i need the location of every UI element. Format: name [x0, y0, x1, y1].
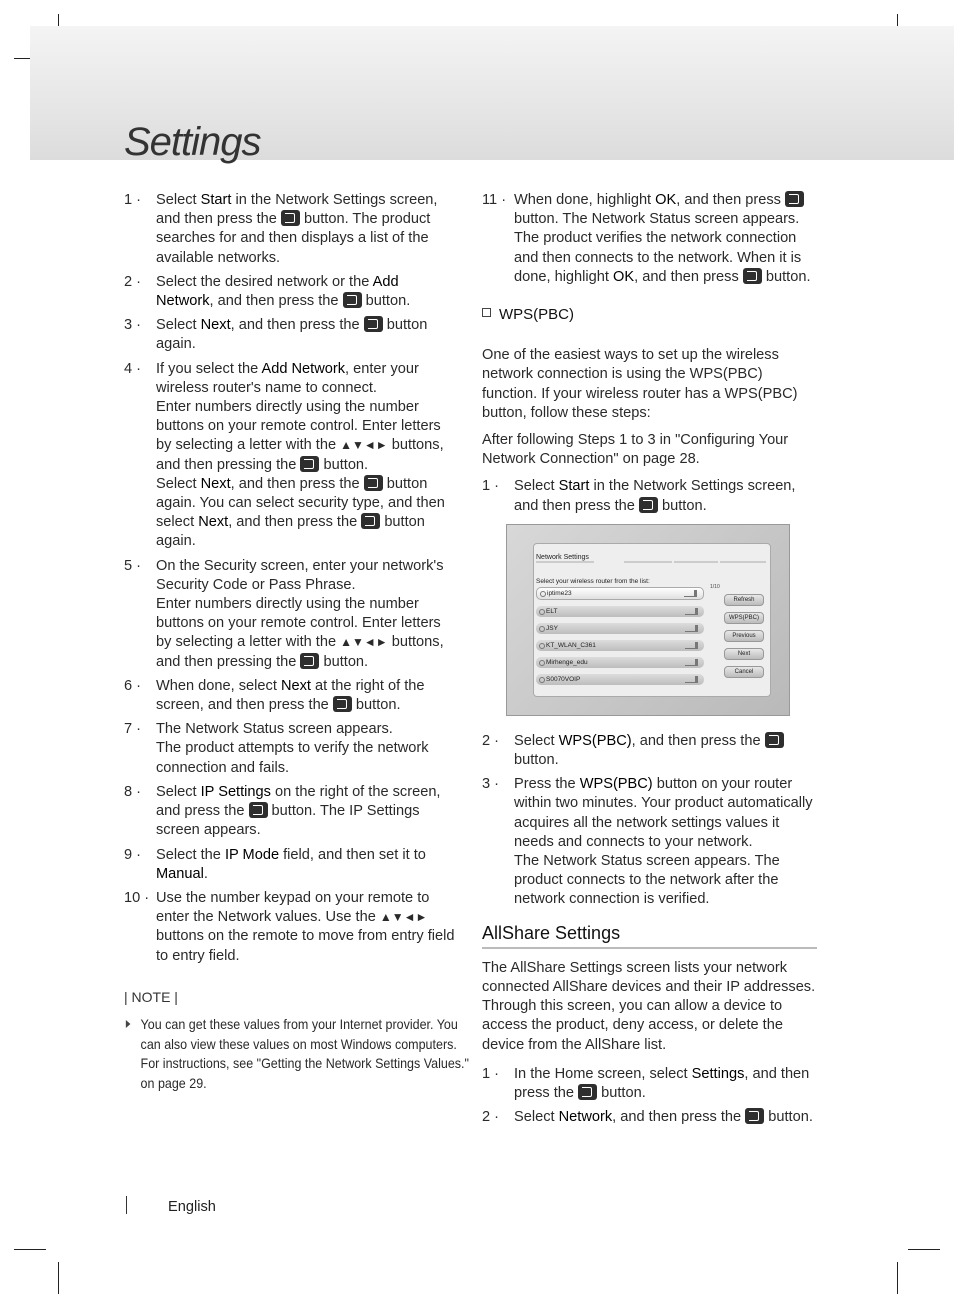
checkbox-square-icon	[482, 308, 491, 317]
step-text: , and then press	[676, 192, 785, 208]
wps-steps-continued	[482, 732, 817, 910]
step-text: The Network Status screen appears.	[156, 721, 393, 738]
arrow-keys-icon: ▲▼◄►	[340, 438, 388, 453]
wps-after: After following Steps 1 to 3 in "Configuring Your Network Connection" on page 28.	[482, 432, 789, 468]
step-text: Select	[514, 732, 559, 749]
step-text: The product attempts to verify the network connection and fails.	[156, 740, 429, 776]
step-number: 7 ·	[124, 721, 142, 738]
crop-mark	[58, 1262, 59, 1294]
step-text: buttons, and then pressing the	[156, 634, 444, 670]
step-text: Select	[156, 317, 201, 334]
wps-step-1	[482, 477, 817, 515]
network-settings-screenshot	[506, 524, 790, 716]
step-text: in the Network Settings screen, and then press the	[514, 478, 796, 514]
step-text: button.	[761, 268, 811, 285]
enter-button-icon	[333, 696, 352, 712]
step-text: Select the	[156, 846, 225, 863]
step-keyword: Settings	[691, 1065, 745, 1082]
step-text: button.	[361, 293, 411, 310]
step-number: 3 ·	[124, 317, 142, 334]
crop-mark	[908, 1249, 940, 1250]
step-text: The Network Status screen appears. The product connects to the network after the network connection is verified.	[514, 853, 780, 908]
note-body: You can get these values from your Internet provider. You can also view these values on most Windows computers. For instructions, see "Getting the Network Settings Values." on page 29.	[124, 1015, 472, 1093]
step-text: Enter numbers directly using the number buttons on your remote control. Enter letters by selecting a letter with the	[156, 399, 441, 454]
step-number: 3 ·	[482, 776, 500, 793]
cancel-button[interactable]: Cancel	[724, 666, 764, 678]
step-text: field, and then set it to	[279, 846, 426, 863]
wps-pbc-button[interactable]: WPS(PBC)	[724, 612, 764, 624]
step-text: Select	[156, 783, 201, 800]
enter-button-icon	[785, 191, 804, 207]
step-text: button.	[319, 653, 369, 670]
step-number: 1 ·	[482, 1065, 500, 1082]
step-keyword: Next	[198, 514, 229, 531]
step-text: on the right of the screen, and press the	[156, 783, 441, 820]
step-text: When done, select	[156, 677, 281, 694]
step-text: Select	[156, 475, 201, 492]
step-4	[124, 360, 459, 552]
step-keyword: OK	[655, 192, 677, 208]
next-button[interactable]: Next	[724, 648, 764, 660]
enter-button-icon	[639, 497, 658, 513]
network-item[interactable]	[536, 587, 704, 600]
step-number: 8 ·	[124, 783, 142, 800]
wps-heading	[482, 305, 817, 324]
step-text: button again. You can select security type, and then select	[156, 475, 445, 531]
step-text: On the Security screen, enter your network's Security Code or Pass Phrase.	[156, 557, 444, 593]
right-column	[482, 191, 817, 1133]
enter-button-icon	[300, 456, 319, 472]
step-number: 9 ·	[124, 846, 142, 863]
step-text: , and then press	[634, 268, 743, 285]
step-text: , enter your wireless router's name to connect.	[156, 360, 419, 396]
step-3	[124, 316, 459, 354]
signal-icon	[685, 659, 698, 666]
step-number: 5 ·	[124, 557, 142, 574]
step-keyword: IP Mode	[224, 846, 280, 863]
screen-progress-bar	[536, 561, 766, 563]
step-8	[124, 783, 459, 841]
enter-button-icon	[281, 210, 300, 226]
network-item[interactable]	[536, 623, 704, 634]
network-item[interactable]	[536, 657, 704, 668]
step-text: , and then press the	[612, 1109, 746, 1126]
step-number: 2 ·	[482, 732, 500, 749]
step-text: buttons, and then pressing the	[156, 437, 444, 473]
arrow-keys-icon: ▲▼◄►	[340, 635, 388, 650]
step-text: , and then press the	[514, 1065, 810, 1102]
step-text: Select the desired network or the	[156, 273, 373, 290]
step-text: button.	[657, 497, 707, 514]
screen-page-indicator: 1/10	[710, 583, 720, 590]
step-keyword: Start	[200, 192, 232, 208]
step-text: button. The Network Status screen appears. The product verifies the network connection and then connects to the network. When it is done, highlight	[514, 211, 802, 285]
step-9	[124, 846, 459, 884]
previous-button[interactable]: Previous	[724, 630, 764, 642]
step-text: Use the number keypad on your remote to enter the Network values. Use the	[156, 889, 430, 926]
footer-language: English	[168, 1199, 216, 1215]
step-number: 1 ·	[482, 478, 500, 495]
step-text: , and then press the	[228, 514, 362, 531]
step-text: button again.	[156, 317, 428, 353]
signal-icon	[685, 625, 698, 632]
step-text: button.	[351, 697, 401, 714]
arrow-keys-icon: ▲▼◄►	[379, 910, 428, 925]
network-item[interactable]	[536, 606, 704, 617]
enter-button-icon	[343, 292, 362, 308]
step-text: button.	[764, 1109, 813, 1126]
step-text: button.	[319, 456, 369, 473]
step-keyword: Next	[200, 475, 231, 492]
network-item[interactable]	[536, 640, 704, 651]
footer-divider	[126, 1196, 127, 1214]
step-text: When done, highlight	[514, 192, 656, 208]
wps-intro: One of the easiest ways to set up the wireless network connection is using the WPS(PBC) function. If your wireless router has a WPS(PBC) button, follow these steps:	[482, 347, 798, 421]
step-keyword: IP Settings	[200, 783, 271, 800]
step-keyword: OK	[613, 268, 635, 285]
enter-button-icon	[249, 802, 268, 818]
step-text: Enter numbers directly using the number buttons on your remote control. Enter letters by selecting a letter with the	[156, 596, 441, 651]
screen-title: Network Settings	[536, 553, 589, 561]
step-keyword: Add Network	[156, 273, 399, 310]
allshare-heading: AllShare Settings	[482, 924, 817, 949]
screen-prompt: Select your wireless router from the list:	[536, 577, 650, 585]
enter-button-icon	[745, 1108, 764, 1124]
enter-button-icon	[364, 475, 383, 491]
page-title: Settings	[124, 120, 261, 164]
step-keyword: Start	[558, 478, 590, 495]
step-number: 4 ·	[124, 360, 142, 377]
step-text: , and then press the	[230, 317, 364, 334]
step-text: In the Home screen, select	[514, 1065, 692, 1082]
step-text: button. The product searches for and then displays a list of the available networks.	[156, 211, 431, 266]
enter-button-icon	[300, 653, 319, 669]
signal-icon	[684, 590, 697, 597]
network-item[interactable]	[536, 674, 704, 685]
step-text: , and then press the	[209, 293, 343, 310]
step-1	[124, 191, 459, 268]
step-text: button on your router within two minutes. Your product automatically acquires all the network settings values it needs and connects to your network.	[514, 776, 813, 850]
signal-icon	[685, 676, 698, 683]
step-2	[124, 273, 459, 311]
step-keyword: Next	[200, 317, 231, 334]
step-text: Select	[514, 478, 559, 495]
signal-icon	[685, 608, 698, 615]
step-keyword: WPS(PBC)	[579, 776, 653, 793]
step-7	[124, 720, 459, 778]
step-text: Select	[514, 1109, 559, 1126]
allshare-step-1	[482, 1065, 817, 1103]
step-text: button. The IP Settings screen appears.	[156, 803, 420, 839]
step-text: If you select the	[156, 360, 262, 377]
enter-button-icon	[578, 1084, 597, 1100]
step-text: button again.	[156, 514, 425, 550]
network-name: JSY	[546, 624, 558, 632]
step-6	[124, 677, 459, 715]
step-11	[482, 191, 817, 287]
enter-button-icon	[743, 268, 762, 284]
step-text: button.	[597, 1085, 646, 1102]
steps-list-continued	[482, 191, 817, 287]
crop-mark	[897, 1262, 898, 1294]
step-number: 2 ·	[124, 273, 142, 290]
screen-panel	[533, 543, 771, 697]
allshare-intro: The AllShare Settings screen lists your network connected AllShare devices and their IP addresses. Through this screen, you can allow a device to access the product, deny access, or delete the device from the AllShare list.	[482, 959, 816, 1053]
wps-step-3	[482, 775, 817, 909]
left-column	[124, 191, 469, 1093]
network-name: S0070VOIP	[546, 675, 581, 683]
allshare-steps	[482, 1065, 817, 1128]
step-text: buttons on the remote to move from entry field to entry field.	[156, 928, 455, 964]
step-text: at the right of the screen, and then press the	[156, 677, 425, 714]
note-title: | NOTE |	[124, 988, 178, 1005]
step-text: .	[203, 865, 208, 882]
step-keyword: WPS(PBC)	[558, 732, 632, 749]
enter-button-icon	[765, 732, 784, 748]
network-name: iptime23	[547, 589, 572, 597]
network-list	[536, 587, 704, 691]
wps-heading-text: WPS(PBC)	[499, 306, 574, 324]
step-5	[124, 557, 459, 672]
step-text: in the Network Settings screen, and then press the	[156, 192, 438, 228]
step-number: 10 ·	[124, 889, 150, 906]
step-text: button.	[514, 752, 559, 769]
step-text: Select	[156, 192, 201, 208]
step-number: 11 ·	[482, 192, 507, 208]
step-text: , and then press the	[631, 732, 765, 749]
signal-icon	[685, 642, 698, 649]
network-name: KT_WLAN_C361	[546, 641, 596, 649]
network-name: Mirhenge_edu	[546, 658, 588, 666]
allshare-step-2	[482, 1108, 817, 1127]
enter-button-icon	[364, 316, 383, 332]
step-number: 2 ·	[482, 1109, 500, 1126]
step-text: , and then press the	[230, 475, 364, 492]
enter-button-icon	[361, 513, 380, 529]
step-keyword: Next	[280, 677, 311, 694]
step-10	[124, 889, 459, 966]
wps-step-2	[482, 732, 817, 770]
crop-mark	[14, 1249, 46, 1250]
step-number: 6 ·	[124, 677, 142, 694]
step-keyword: Manual	[156, 865, 204, 882]
refresh-button[interactable]: Refresh	[724, 594, 764, 606]
step-text: Press the	[514, 776, 580, 793]
network-name: ELT	[546, 607, 558, 615]
step-keyword: Network	[558, 1109, 613, 1126]
screen-buttons	[724, 594, 764, 684]
wps-steps	[482, 477, 817, 515]
steps-list	[124, 191, 459, 966]
step-number: 1 ·	[124, 192, 142, 208]
step-keyword: Add Network	[261, 360, 346, 377]
